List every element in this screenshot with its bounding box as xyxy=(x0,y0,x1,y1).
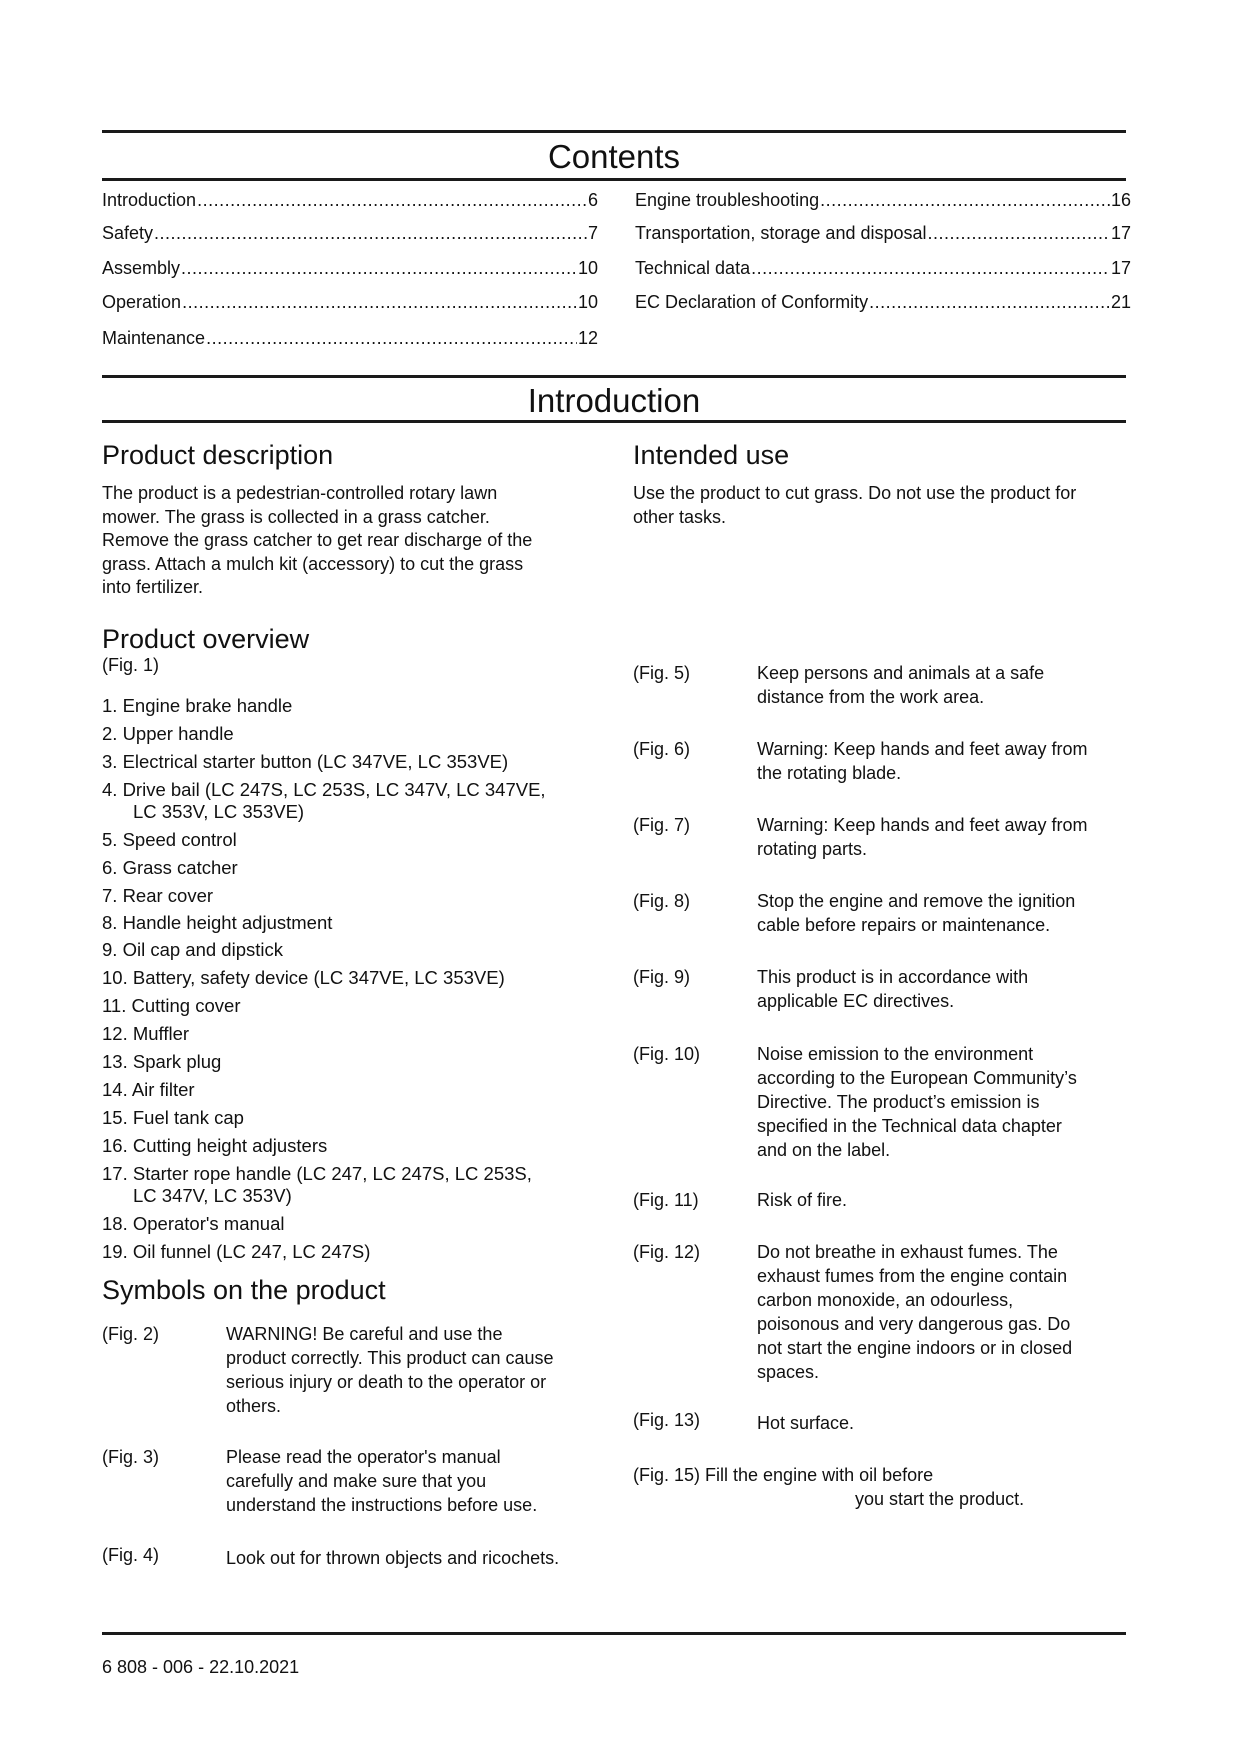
toc-entry-title: Engine troubleshooting xyxy=(635,190,820,210)
text-line: into fertilizer. xyxy=(102,577,204,597)
text-line: Warning: Keep hands and feet away from xyxy=(757,739,1088,759)
text-line: Please read the operator's manual xyxy=(226,1447,501,1467)
list-item-continuation: LC 347V, LC 353V) xyxy=(133,1185,292,1206)
symbol-description xyxy=(757,1042,1077,1162)
toc-entry-safety[interactable] xyxy=(102,221,598,245)
text-line: Risk of fire. xyxy=(757,1190,848,1210)
symbol-fig-ref: (Fig. 7) xyxy=(633,815,691,835)
text-line: Do not breathe in exhaust fumes. The xyxy=(757,1242,1058,1262)
text-line: exhaust fumes from the engine contain xyxy=(757,1266,1068,1286)
toc-entry-title: EC Declaration of Conformity xyxy=(635,292,869,312)
text-line: mower. The grass is collected in a grass catcher. xyxy=(102,506,490,527)
text-line: The product is a pedestrian-controlled rotary lawn xyxy=(102,483,498,503)
product-description-heading: Product description xyxy=(102,440,334,470)
symbol-description xyxy=(226,1322,554,1418)
list-item: 1. Engine brake handle xyxy=(102,695,293,716)
text-line: carefully and make sure that you xyxy=(226,1471,487,1491)
text-line: cable before repairs or maintenance. xyxy=(757,915,1051,935)
text-line: specified in the Technical data chapter xyxy=(757,1116,1062,1136)
contents-heading: Contents xyxy=(547,138,681,175)
product-overview-heading: Product overview xyxy=(102,624,310,654)
toc-entry-page: 6 xyxy=(587,190,598,210)
toc-entry-page: 17 xyxy=(1110,223,1131,243)
text-line: Warning: Keep hands and feet away from xyxy=(757,815,1088,835)
symbol-description xyxy=(226,1546,559,1570)
symbol-fig-ref: (Fig. 12) xyxy=(633,1242,701,1262)
toc-entry-transportation[interactable] xyxy=(635,221,1131,245)
list-item: 10. Battery, safety device (LC 347VE, LC 353VE) xyxy=(102,967,505,988)
footer-doc-id: 6 808 - 006 - 22.10.2021 xyxy=(102,1657,300,1677)
toc-entry-operation[interactable] xyxy=(102,290,598,314)
toc-entry-page: 17 xyxy=(1110,258,1131,278)
list-item: 13. Spark plug xyxy=(102,1051,222,1072)
list-item: 7. Rear cover xyxy=(102,885,214,906)
symbol-description xyxy=(757,965,1028,1013)
toc-entry-page: 21 xyxy=(1110,292,1131,312)
text-line: Hot surface. xyxy=(757,1413,855,1433)
text-line: product correctly. This product can cause xyxy=(226,1348,554,1368)
symbol-fig-ref: (Fig. 4) xyxy=(102,1545,160,1565)
text-line: understand the instructions before use. xyxy=(226,1495,538,1515)
symbol-description xyxy=(757,1411,854,1435)
list-item: 16. Cutting height adjusters xyxy=(102,1135,328,1156)
toc-entry-page: 10 xyxy=(577,258,598,278)
list-item: 19. Oil funnel (LC 247, LC 247S) xyxy=(102,1241,371,1262)
text-line: WARNING! Be careful and use the xyxy=(226,1324,503,1344)
contents-top-rule xyxy=(102,130,1126,133)
symbols-heading: Symbols on the product xyxy=(102,1275,386,1305)
toc-leader-dots xyxy=(197,188,587,212)
toc-entry-title: Safety xyxy=(102,223,154,243)
text-line: serious injury or death to the operator or xyxy=(226,1372,547,1392)
text-line: Noise emission to the environment xyxy=(757,1044,1034,1064)
introduction-heading: Introduction xyxy=(527,382,701,419)
text-line: the rotating blade. xyxy=(757,763,902,783)
toc-entry-page: 10 xyxy=(577,292,598,312)
symbol-fig-ref: (Fig. 6) xyxy=(633,739,691,759)
toc-entry-introduction[interactable] xyxy=(102,188,598,212)
toc-entry-page: 12 xyxy=(577,328,598,348)
toc-leader-dots xyxy=(820,188,1110,212)
text-line: rotating parts. xyxy=(757,839,868,859)
text-line: not start the engine indoors or in closed xyxy=(757,1338,1073,1358)
toc-leader-dots xyxy=(181,256,577,280)
text-line: according to the European Community’s xyxy=(757,1068,1077,1088)
toc-entry-maintenance[interactable] xyxy=(102,326,598,350)
toc-entry-title: Technical data xyxy=(635,258,751,278)
text-line: distance from the work area. xyxy=(757,687,985,707)
list-item: 11. Cutting cover xyxy=(102,995,241,1016)
list-item: 18. Operator's manual xyxy=(102,1213,285,1234)
list-item-continuation: LC 353V, LC 353VE) xyxy=(133,801,305,822)
list-item: 12. Muffler xyxy=(102,1023,190,1044)
toc-leader-dots xyxy=(928,221,1110,245)
symbol-description xyxy=(757,1188,847,1212)
text-line: applicable EC directives. xyxy=(757,991,955,1011)
text-line: Look out for thrown objects and ricochets. xyxy=(226,1548,560,1568)
symbol-description xyxy=(757,661,1044,709)
symbol-fig-ref: (Fig. 2) xyxy=(102,1324,160,1344)
toc-entry-title: Maintenance xyxy=(102,328,206,348)
text-line: Use the product to cut grass. Do not use the product for xyxy=(633,483,1077,503)
footer-rule xyxy=(102,1632,1126,1635)
introduction-top-rule xyxy=(102,375,1126,378)
symbol-fig-ref: (Fig. 5) xyxy=(633,663,691,683)
product-description-text xyxy=(102,482,602,600)
text-line: you start the product. xyxy=(855,1489,1025,1509)
toc-entry-title: Introduction xyxy=(102,190,197,210)
text-line: Keep persons and animals at a safe xyxy=(757,663,1045,683)
toc-entry-technical-data[interactable] xyxy=(635,256,1131,280)
list-item: 6. Grass catcher xyxy=(102,857,238,878)
text-line: carbon monoxide, an odourless, xyxy=(757,1290,1014,1310)
symbol-fig-ref: (Fig. 3) xyxy=(102,1447,160,1467)
toc-leader-dots xyxy=(869,290,1110,314)
symbol-fig-ref: (Fig. 9) xyxy=(633,967,691,987)
symbol-description xyxy=(757,1240,1072,1384)
intended-use-text xyxy=(633,482,1133,529)
toc-entry-page: 7 xyxy=(587,223,598,243)
text-line: Directive. The product’s emission is xyxy=(757,1092,1040,1112)
text-line: others. xyxy=(226,1396,282,1416)
toc-entry-title: Assembly xyxy=(102,258,181,278)
list-item: 4. Drive bail (LC 247S, LC 253S, LC 347V, LC 347VE, xyxy=(102,779,546,800)
list-item: 5. Speed control xyxy=(102,829,237,850)
symbol-fig-ref: (Fig. 8) xyxy=(633,891,691,911)
toc-entry-assembly[interactable] xyxy=(102,256,598,280)
intended-use-heading: Intended use xyxy=(633,440,790,470)
text-line: poisonous and very dangerous gas. Do xyxy=(757,1314,1071,1334)
toc-leader-dots xyxy=(206,326,577,350)
text-line: grass. Attach a mulch kit (accessory) to cut the grass xyxy=(102,553,524,574)
symbol-description xyxy=(757,889,1075,937)
text-line: spaces. xyxy=(757,1362,820,1382)
product-overview-fig-ref: (Fig. 1) xyxy=(102,655,160,675)
text-line: Remove the grass catcher to get rear discharge of the xyxy=(102,530,533,550)
text-line: (Fig. 15) Fill the engine with oil before xyxy=(633,1465,934,1485)
symbol-entry-fig15 xyxy=(633,1463,1133,1511)
toc-entry-ec-declaration[interactable] xyxy=(635,290,1131,314)
toc-entry-title: Transportation, storage and disposal xyxy=(635,223,927,243)
symbol-description xyxy=(757,737,1088,785)
toc-entry-engine-troubleshooting[interactable] xyxy=(635,188,1131,212)
symbol-description xyxy=(757,813,1088,861)
contents-bottom-rule xyxy=(102,178,1126,181)
toc-leader-dots xyxy=(751,256,1110,280)
text-line: other tasks. xyxy=(633,506,727,527)
list-item: 14. Air filter xyxy=(102,1079,195,1100)
list-item: 9. Oil cap and dipstick xyxy=(102,939,283,960)
list-item: 17. Starter rope handle (LC 247, LC 247S, LC 253S, xyxy=(102,1163,532,1184)
text-line: Stop the engine and remove the ignition xyxy=(757,891,1076,911)
text-line: and on the label. xyxy=(757,1140,891,1160)
list-item: 15. Fuel tank cap xyxy=(102,1107,244,1128)
symbol-description xyxy=(226,1445,537,1517)
toc-leader-dots xyxy=(182,290,577,314)
symbol-fig-ref: (Fig. 11) xyxy=(633,1190,699,1210)
symbol-fig-ref: (Fig. 13) xyxy=(633,1410,701,1430)
list-item: 3. Electrical starter button (LC 347VE, LC 353VE) xyxy=(102,751,509,772)
list-item: 2. Upper handle xyxy=(102,723,234,744)
symbol-fig-ref: (Fig. 10) xyxy=(633,1044,701,1064)
list-item: 8. Handle height adjustment xyxy=(102,912,333,933)
toc-entry-page: 16 xyxy=(1110,190,1131,210)
toc-entry-title: Operation xyxy=(102,292,182,312)
text-line: This product is in accordance with xyxy=(757,967,1029,987)
introduction-bottom-rule xyxy=(102,420,1126,423)
toc-leader-dots xyxy=(154,221,587,245)
